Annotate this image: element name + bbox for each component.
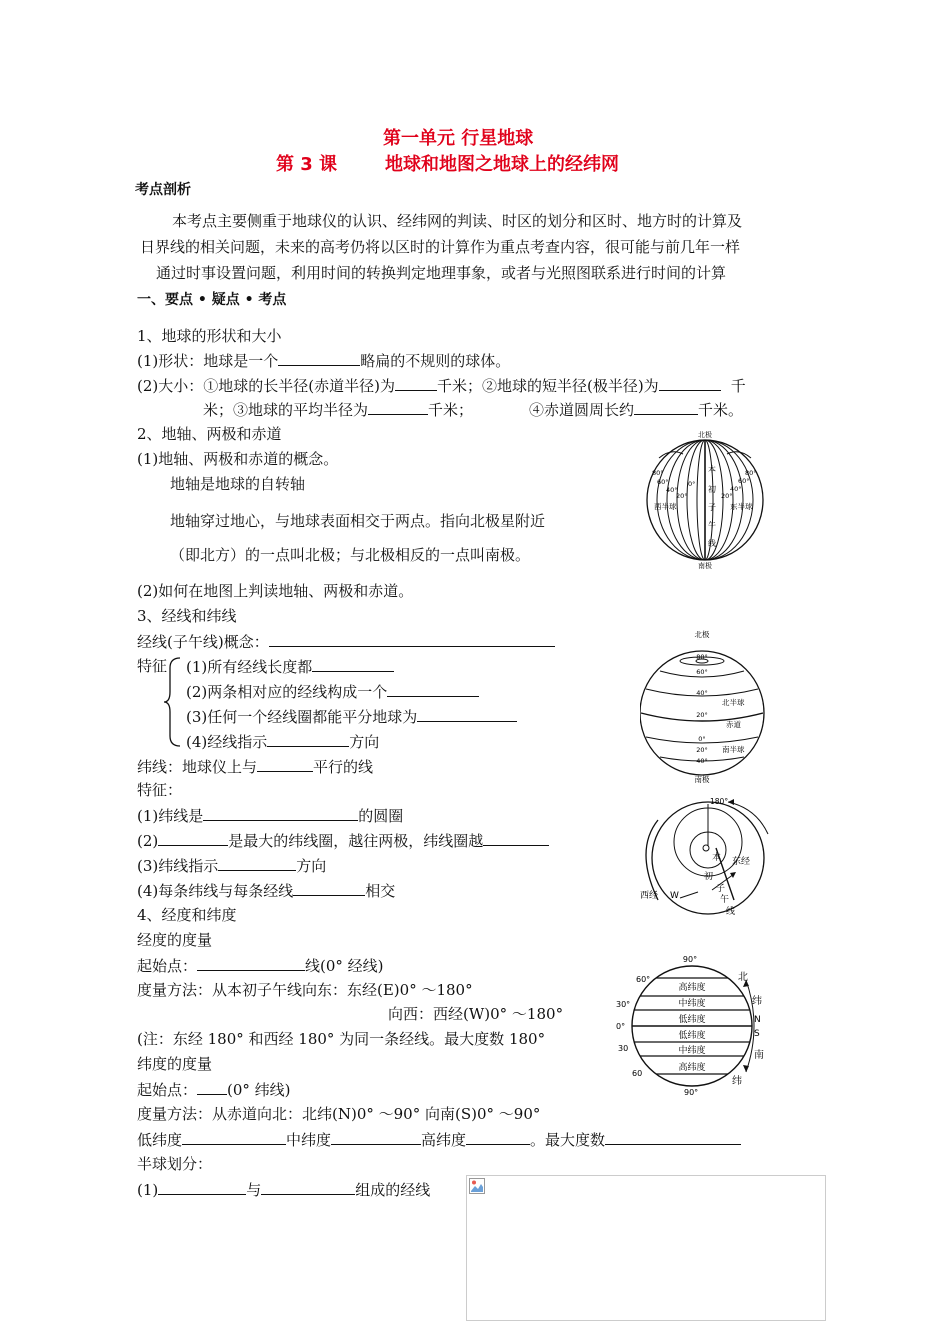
fig2-lat-label: 80° — [696, 653, 708, 661]
parallel-features-label: 特征： — [137, 781, 183, 799]
figure-parallel-globe — [640, 627, 780, 785]
fig3-prime-meridian: 本 — [712, 853, 722, 863]
meridian-feature: (2)两条相对应的经线构成一个 — [186, 681, 479, 702]
fig2-lat-label: 20° — [696, 746, 708, 754]
hemisphere-item: (1) 与 组成的经线 — [137, 1181, 431, 1199]
unit-title: 第一单元 行星地球 — [383, 128, 534, 149]
fig1-lat-label: 80° — [745, 469, 757, 477]
fig4-lat-label: 30° — [616, 1000, 631, 1009]
longitude-note: (注：东经 180° 和西经 180° 为同一条经线。最大度数 180° — [137, 1030, 546, 1048]
subitem: (1)地轴、两极和赤道的概念。 — [137, 450, 339, 468]
meridian-feature: (3)任何一个经线圈都能平分地球为 — [186, 706, 517, 727]
shape-line: (1)形状：地球是一个 略扁的不规则的球体。 — [137, 352, 511, 370]
longitude-method-west: 向西：西经(W)0° ～180° — [388, 1005, 564, 1023]
fig1-prime-meridian: 子 — [708, 503, 716, 512]
item-title: 4、经度和纬度 — [137, 906, 237, 924]
axis-definition: 地轴是地球的自转轴 — [170, 475, 306, 493]
brace — [162, 656, 184, 748]
fig4-south-label: 南 — [754, 1050, 764, 1061]
longitude-method: 度量方法：从本初子午线向东：东经(E)0° ～180° — [137, 981, 473, 999]
fig1-east-hemisphere: 东半球 — [730, 502, 753, 511]
fill-blank[interactable] — [158, 1179, 246, 1195]
fig4-mid-band: 中纬度 — [678, 999, 706, 1009]
fill-blank[interactable] — [605, 1129, 741, 1145]
latitude-method: 度量方法：从赤道向北：北纬(N)0° ～90° 向南(S)0° ～90° — [137, 1105, 541, 1123]
fig4-low-band: 低纬度 — [678, 1031, 706, 1041]
fig2-lat-label: 60° — [696, 668, 708, 676]
fig4-lat-label: 30 — [618, 1044, 629, 1053]
fig1-lat-label: 80° — [652, 469, 664, 477]
longitude-heading: 经度的度量 — [137, 931, 213, 949]
parallel-definition: 纬线：地球仪上与 平行的线 — [137, 758, 374, 776]
fig3-prime-meridian: 子 — [716, 884, 726, 894]
meridian-feature: (1)所有经线长度都 — [186, 656, 394, 677]
fig3-prime-meridian: 线 — [726, 907, 736, 917]
fill-blank[interactable] — [312, 656, 394, 672]
fig2-south-hemisphere: 南半球 — [722, 745, 745, 754]
size-line-2: 米；③地球的平均半径为 千米； ④赤道圆周长约 千米。 — [203, 401, 744, 419]
fig4-high-band: 高纬度 — [678, 983, 706, 993]
fill-blank[interactable] — [218, 855, 296, 871]
longitude-start: 起始点： 线(0° 经线) — [137, 957, 384, 975]
broken-image-icon — [469, 1178, 485, 1194]
fig1-lat-label: 40° — [666, 486, 678, 494]
fig1-lat-label: 60° — [657, 478, 669, 486]
fill-blank[interactable] — [395, 375, 437, 391]
fill-blank[interactable] — [278, 350, 360, 366]
fig4-lat-label: 0° — [616, 1022, 626, 1031]
latitude-start: 起始点： (0° 纬线) — [137, 1081, 291, 1099]
fig1-prime-meridian: 午 — [708, 521, 716, 530]
fig4-high-band: 高纬度 — [678, 1063, 706, 1073]
fig1-north-pole: 北极 — [698, 431, 712, 439]
fill-blank[interactable] — [158, 830, 228, 846]
section-heading: 一、要点 • 疑点 • 考点 — [137, 292, 287, 308]
fig2-equator-label: 赤道 — [726, 720, 741, 729]
fig2-lat-label: 40° — [696, 689, 708, 697]
fig2-lat-label: 40° — [696, 757, 708, 765]
fig1-west-hemisphere: 西半球 — [654, 502, 677, 511]
fig4-mid-band: 中纬度 — [678, 1046, 706, 1056]
fill-blank[interactable] — [182, 1129, 286, 1145]
fig2-south-pole: 南极 — [694, 775, 710, 784]
fill-blank[interactable] — [466, 1129, 530, 1145]
fig4-lat-label: 90° — [684, 1088, 699, 1097]
lesson-number: 第 3 课 — [276, 154, 338, 175]
axis-description: （即北方）的一点叫北极；与北极相反的一点叫南极。 — [170, 546, 531, 564]
missing-image-frame — [466, 1175, 826, 1321]
fill-blank[interactable] — [634, 399, 698, 415]
fig3-prime-meridian: 午 — [720, 895, 730, 905]
meridian-feature: (4)经线指示 方向 — [186, 733, 380, 751]
fill-blank[interactable] — [197, 955, 305, 971]
fig3-w-label: W — [670, 891, 679, 901]
fill-blank[interactable] — [483, 830, 549, 846]
meridian-concept: 经线(子午线)概念： — [137, 631, 555, 652]
parallel-feature: (2) 是最大的纬线圈，越往两极，纬线圈越 — [137, 830, 549, 851]
fig3-prime-meridian: 初 — [704, 872, 714, 882]
latitude-heading: 纬度的度量 — [137, 1055, 213, 1073]
fill-blank[interactable] — [368, 399, 428, 415]
fig1-prime-meridian: 初 — [708, 485, 716, 494]
analysis-line: 本考点主要侧重于地球仪的认识、经纬网的判读、时区的划分和区时、地方时的计算及 — [172, 212, 743, 230]
fill-blank[interactable] — [267, 731, 349, 747]
fig1-prime-meridian: 线 — [708, 539, 716, 548]
fig4-n-label: N — [754, 1015, 761, 1025]
item-title: 2、地轴、两极和赤道 — [137, 425, 282, 443]
fig3-west-longitude: 西经 — [640, 891, 659, 901]
fill-blank[interactable] — [417, 706, 517, 722]
axis-description: 地轴穿过地心，与地球表面相交于两点。指向北极星附近 — [170, 512, 546, 530]
fig2-north-pole: 北极 — [694, 630, 710, 639]
fig4-lat-label: 60 — [632, 1069, 643, 1078]
fig1-lat-label: 60° — [738, 477, 750, 485]
fill-blank[interactable] — [197, 1079, 227, 1095]
fig4-north-label: 北 — [738, 972, 748, 983]
fill-blank[interactable] — [257, 756, 313, 772]
fig1-lat-label: 40° — [730, 485, 742, 493]
hemisphere-heading: 半球划分： — [137, 1155, 213, 1173]
latitude-zones: 低纬度 中纬度 高纬度 。最大度数 — [137, 1129, 741, 1150]
fig4-lat-label: 60° — [636, 975, 651, 984]
fig2-north-hemisphere: 北半球 — [722, 698, 745, 707]
parallel-feature: (1)纬线是 的圆圈 — [137, 807, 404, 825]
figure-latitude-zones — [612, 952, 772, 1102]
item-title: 3、经线和纬线 — [137, 607, 237, 625]
fig2-lat-label: 0° — [698, 735, 706, 743]
analysis-line: 通过时事设置问题，利用时间的转换判定地理事象，或者与光照图联系进行时间的计算 — [156, 264, 727, 282]
fig2-lat-label: 20° — [696, 711, 708, 719]
subitem: (2)如何在地图上判读地轴、两极和赤道。 — [137, 582, 414, 600]
fig4-north-label: 纬 — [752, 996, 762, 1007]
fill-blank[interactable] — [387, 681, 479, 697]
fig3-180-label: 180° — [710, 797, 729, 806]
fig1-prime-meridian: 本 — [708, 465, 716, 474]
fill-blank[interactable] — [269, 631, 555, 647]
fill-blank[interactable] — [331, 1129, 421, 1145]
fig1-lat-label: 20° — [676, 492, 688, 500]
fig4-lat-label: 90° — [682, 955, 698, 964]
fig1-lat-label: 0° — [688, 480, 696, 488]
fill-blank[interactable] — [659, 375, 721, 391]
figure-polar-view — [628, 790, 778, 922]
fig1-lat-label: 20° — [721, 492, 733, 500]
parallel-feature: (3)纬线指示 方向 — [137, 857, 327, 875]
fig1-south-pole: 南极 — [698, 562, 712, 570]
features-label: 特征 — [137, 657, 168, 675]
fill-blank[interactable] — [293, 880, 365, 896]
fill-blank[interactable] — [203, 805, 358, 821]
analysis-heading: 考点剖析 — [135, 182, 191, 198]
fig3-east-longitude: 东经 — [732, 857, 751, 867]
parallel-feature: (4)每条纬线与每条经线 相交 — [137, 882, 396, 900]
fig4-low-band: 低纬度 — [678, 1015, 706, 1025]
size-line: (2)大小：①地球的长半径(赤道半径)为 千米；②地球的短半径(极半径)为 千 — [137, 377, 746, 395]
figure-meridian-globe — [635, 428, 785, 570]
fig4-south-label: 纬 — [732, 1076, 742, 1087]
item-title: 1、地球的形状和大小 — [137, 327, 282, 345]
analysis-line: 日界线的相关问题，未来的高考仍将以区时的计算作为重点考查内容，很可能与前几年一样 — [140, 238, 741, 256]
fill-blank[interactable] — [261, 1179, 355, 1195]
fig4-s-label: S — [754, 1029, 760, 1039]
lesson-title: 地球和地图之地球上的经纬网 — [385, 154, 619, 175]
